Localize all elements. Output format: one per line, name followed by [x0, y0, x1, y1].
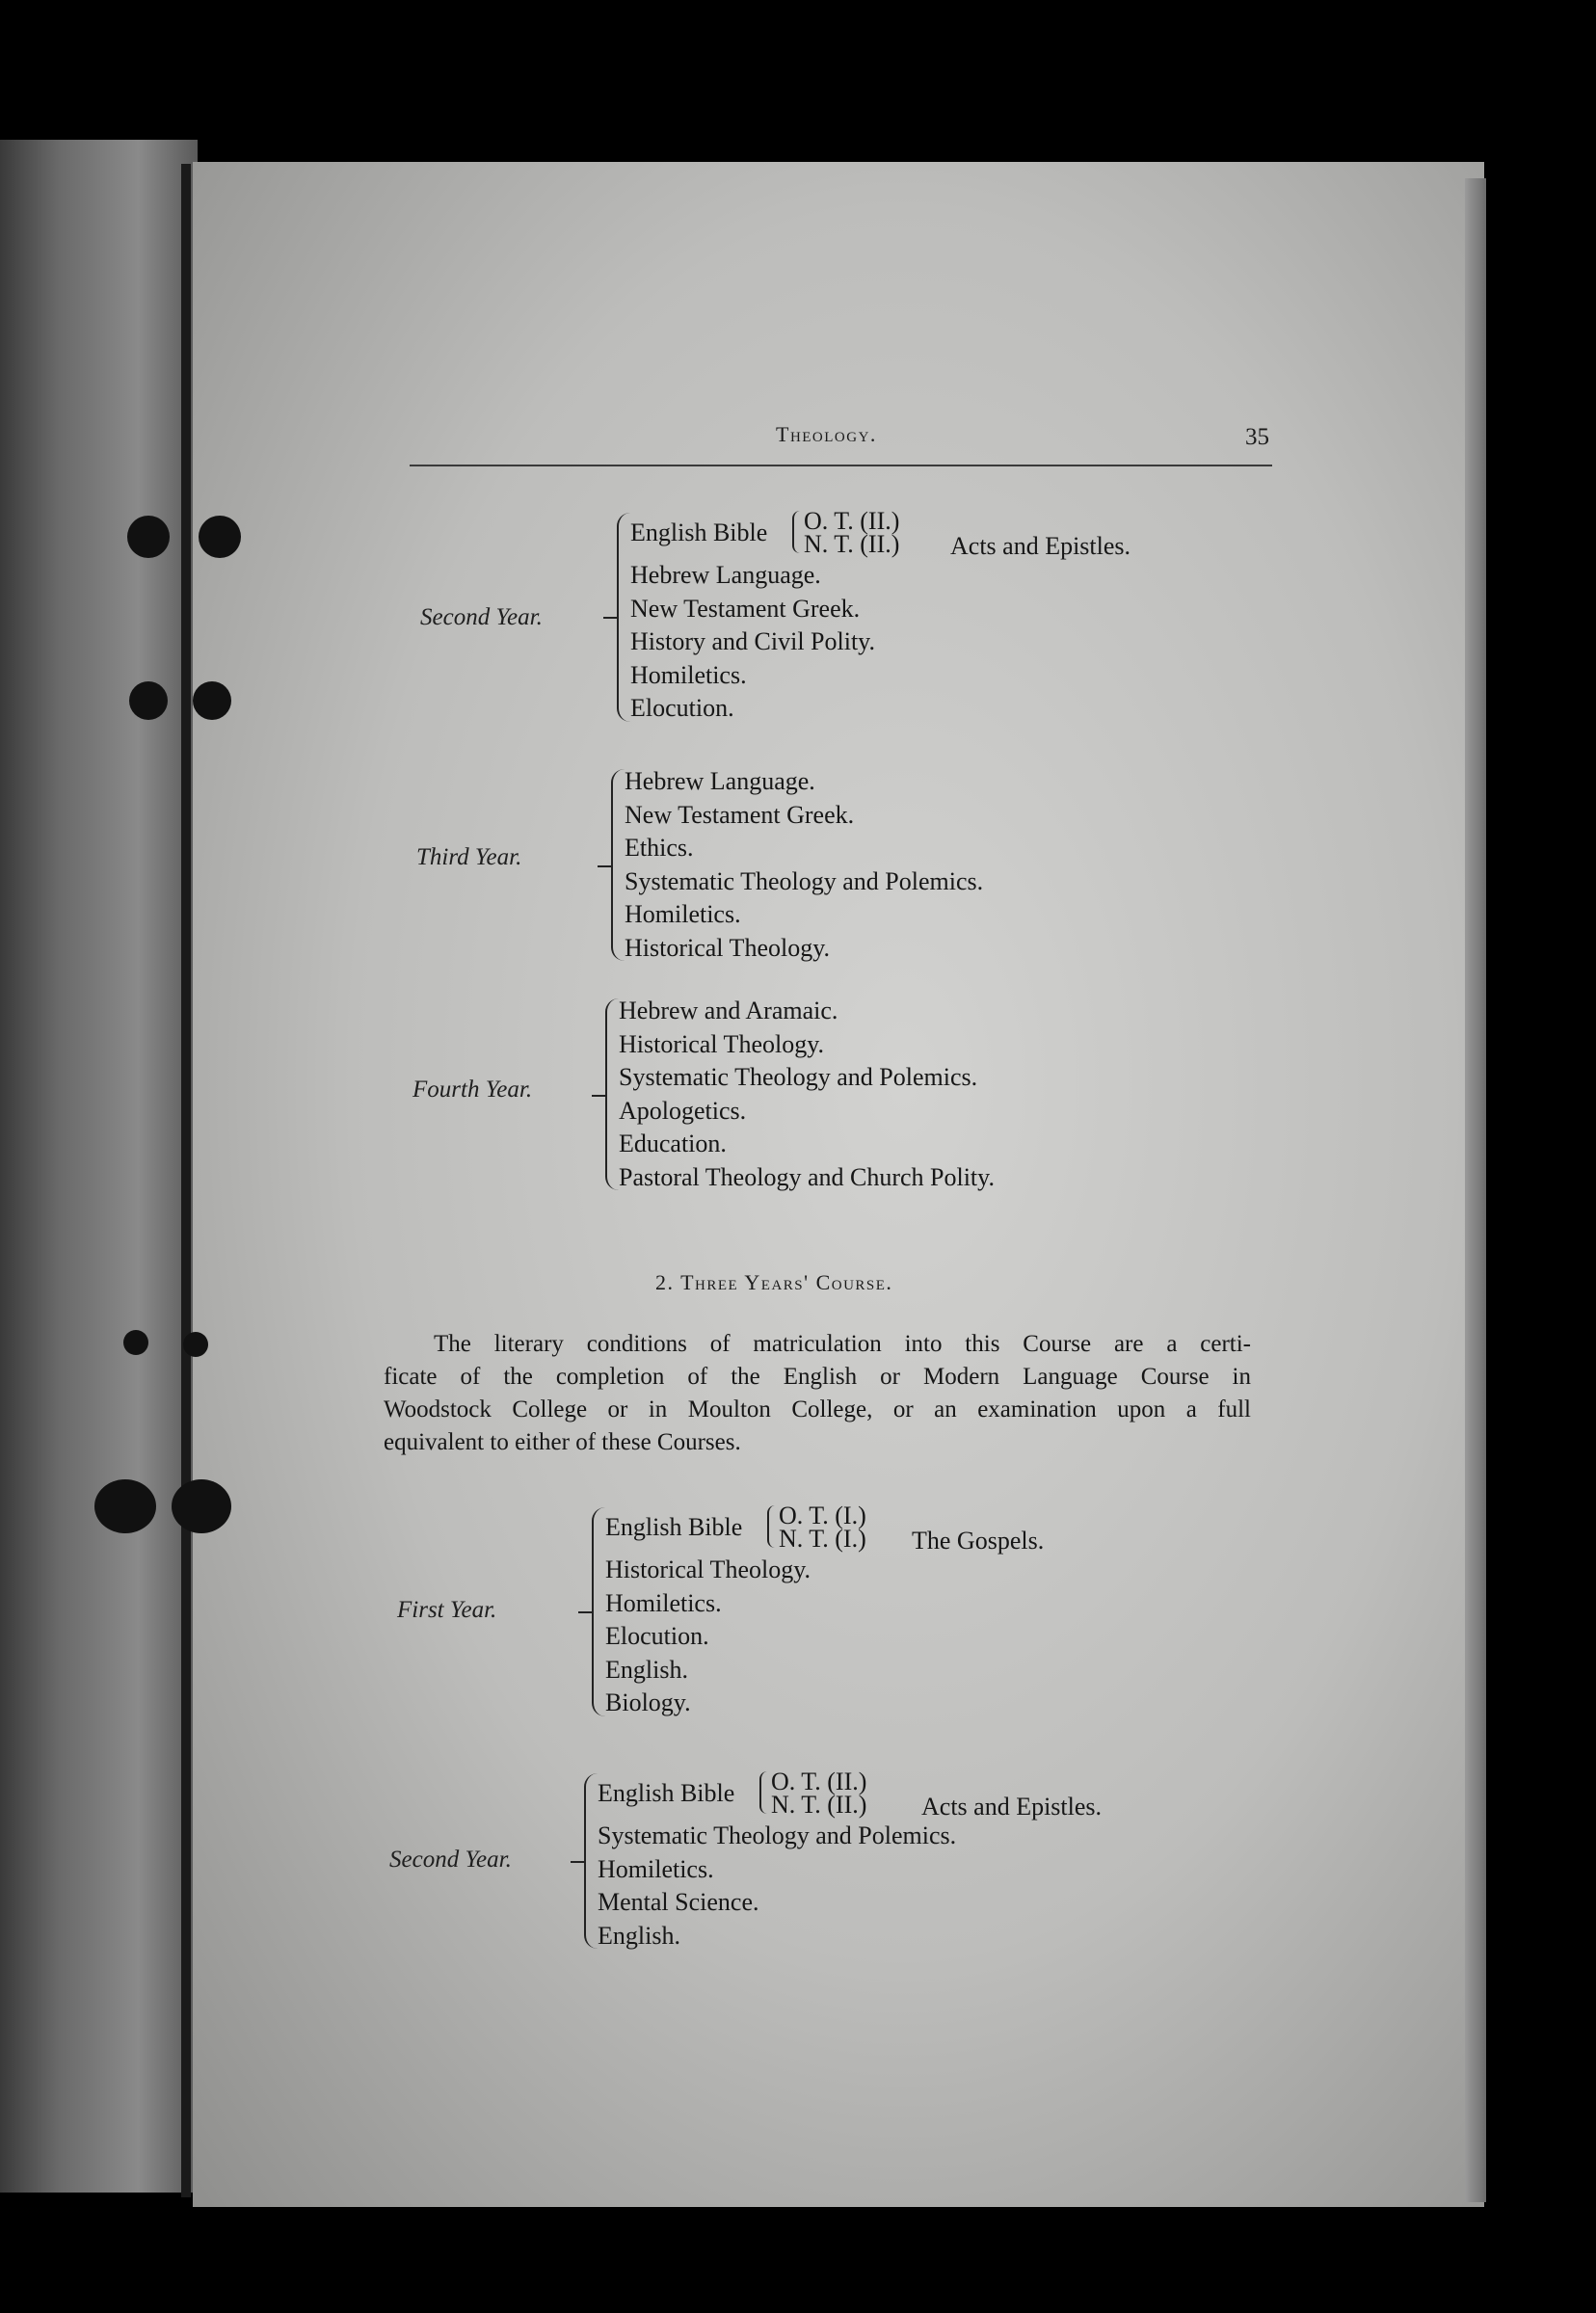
english-bible-label: English Bible	[605, 1513, 743, 1541]
paragraph-line: The literary conditions of matriculation into this Course are a certi-	[434, 1331, 1251, 1357]
course-item: Systematic Theology and Polemics.	[619, 1063, 978, 1091]
binding-hole	[123, 1330, 148, 1355]
new-testament-note: The Gospels.	[912, 1527, 1045, 1555]
running-head: Theology.	[776, 422, 877, 446]
year-label-second-three-year: Second Year.	[389, 1847, 512, 1873]
course-item: Systematic Theology and Polemics.	[598, 1821, 957, 1849]
binding-hole	[94, 1479, 156, 1533]
course-item: Historical Theology.	[619, 1029, 825, 1058]
course-block-second-year	[617, 509, 1214, 726]
paragraph-line: equivalent to either of these Courses.	[384, 1429, 741, 1455]
course-item: Homiletics.	[625, 900, 741, 928]
course-item: History and Civil Polity.	[630, 627, 875, 655]
binding-hole	[199, 516, 241, 558]
binding-hole	[183, 1332, 208, 1357]
course-item: Historical Theology.	[605, 1555, 811, 1583]
paragraph-line: ficate of the completion of the English or Modern Language Course in	[384, 1364, 1251, 1390]
course-item: Homiletics.	[598, 1854, 714, 1883]
sub-brace	[767, 1505, 777, 1548]
page-edge	[1465, 178, 1486, 2202]
new-testament-part: N. T. (I.)	[779, 1525, 866, 1553]
course-item: Elocution.	[630, 694, 734, 722]
new-testament-note: Acts and Epistles.	[950, 532, 1131, 560]
book-spine	[181, 164, 191, 2197]
new-testament-note: Acts and Epistles.	[921, 1793, 1103, 1821]
course-item: Homiletics.	[630, 660, 747, 689]
course-item: New Testament Greek.	[625, 800, 855, 829]
course-block-second-year-three-year	[584, 1769, 1201, 1953]
course-item: Pastoral Theology and Church Polity.	[619, 1162, 995, 1191]
binding-hole	[172, 1479, 231, 1533]
sub-brace	[759, 1771, 769, 1814]
course-item: Apologetics.	[619, 1096, 747, 1125]
new-testament-part: N. T. (II.)	[771, 1791, 867, 1819]
english-bible-row	[605, 1503, 1209, 1554]
english-bible-row	[598, 1769, 1201, 1820]
sub-brace	[792, 511, 802, 553]
course-item: Biology.	[605, 1688, 691, 1716]
binding-hole	[127, 516, 170, 558]
year-label-fourth: Fourth Year.	[412, 1077, 533, 1103]
section-title: 2. Three Years' Course.	[655, 1270, 893, 1294]
left-page-fragment	[0, 140, 198, 2193]
matriculation-paragraph	[384, 1328, 1251, 1459]
course-item: Hebrew Language.	[630, 561, 821, 589]
old-testament-part: O. T. (II.)	[771, 1768, 867, 1795]
course-block-fourth-year	[605, 995, 1222, 1194]
course-item: Ethics.	[625, 834, 694, 862]
old-testament-part: O. T. (I.)	[779, 1502, 866, 1529]
course-item: Elocution.	[605, 1622, 709, 1650]
course-item: New Testament Greek.	[630, 594, 861, 623]
course-item: Historical Theology.	[625, 933, 831, 962]
binding-hole	[129, 681, 168, 720]
course-item: English.	[598, 1921, 680, 1950]
year-label-second: Second Year.	[420, 604, 543, 630]
course-item: Hebrew Language.	[625, 767, 815, 795]
new-testament-part: N. T. (II.)	[804, 530, 900, 558]
year-label-third: Third Year.	[416, 844, 522, 870]
course-item: Mental Science.	[598, 1888, 759, 1916]
english-bible-row	[630, 509, 1214, 559]
english-bible-label: English Bible	[630, 518, 768, 546]
course-item: Systematic Theology and Polemics.	[625, 866, 984, 895]
course-item: English.	[605, 1655, 688, 1684]
course-block-third-year	[611, 765, 1209, 965]
binding-hole	[193, 681, 231, 720]
course-item: Hebrew and Aramaic.	[619, 997, 838, 1024]
course-item: Education.	[619, 1130, 727, 1157]
page-number: 35	[1245, 424, 1269, 450]
header-rule	[410, 465, 1272, 466]
paragraph-line: Woodstock College or in Moulton College, or an examination upon a full	[384, 1396, 1251, 1422]
course-item: Homiletics.	[605, 1588, 722, 1617]
old-testament-part: O. T. (II.)	[804, 507, 900, 535]
year-label-first: First Year.	[397, 1597, 497, 1623]
english-bible-label: English Bible	[598, 1779, 735, 1807]
course-block-first-year	[592, 1503, 1209, 1720]
